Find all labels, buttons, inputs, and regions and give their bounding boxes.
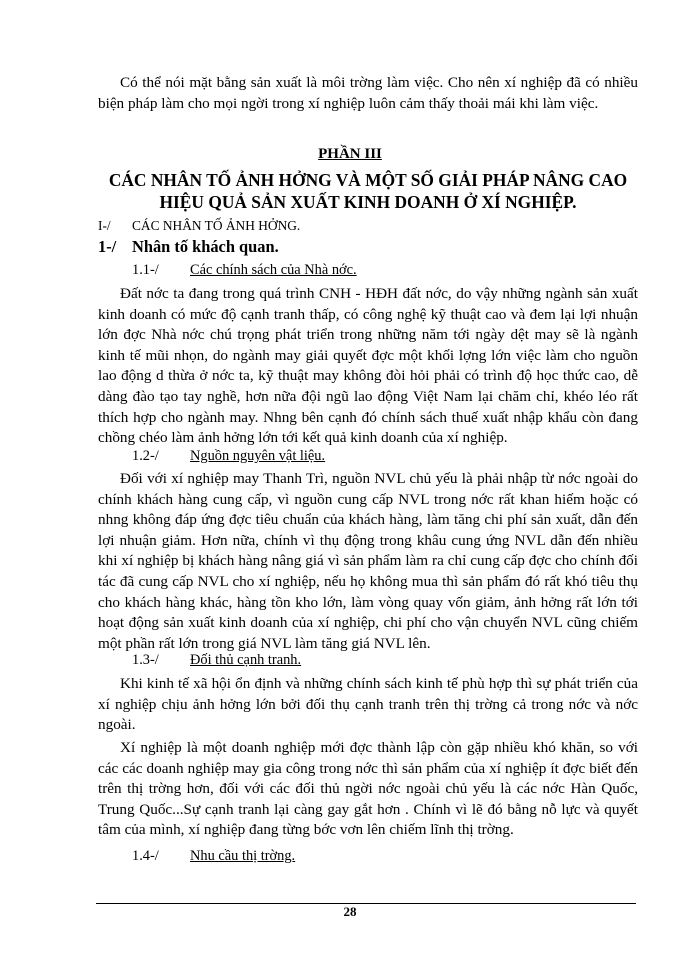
paragraph-materials: Đối với xí nghiệp may Thanh Trì, nguồn NVL chủ yếu là phải nhập từ nớc ngoài do chính khách hàng cung cấp, vì nguồn cung cấp NVL trong nớc rất khan hiếm hoặc có nhng không đáp ứng đợc tiêu chuẩn của khách hàng, làm tăng chi phí sản xuất, dẫn đến lợi nhuận giảm. Hơn nữa, chính vì thụ động trong khâu cung ứng NVL dẫn đến nhiều khi xí nghiệp bị khách hàng nâng giá vì sản phẩm làm ra chỉ cung cấp đợc cho chính đối tác đã cung cấp NVL cho xí nghiệp, nếu họ không mua thì sản phẩm đó rất khó tiêu thụ cho khách hàng khác, hàng tồn kho lớn, làm vòng quay vốn giảm, ảnh hởng rất lớn tới hoạt động sản xuất kinh doanh của xí nghiệp, chi phí cho vận chuyển NVL cũng chiếm một phần rất lớn trong giá NVL làm tăng giá NVL lên. — [98, 470, 638, 652]
subheading-number: 1.4-/ — [132, 848, 159, 864]
part-label: PHẦN III — [318, 146, 382, 162]
part-title: CÁC NHÂN TỐ ẢNH HỞNG VÀ MỘT SỐ GIẢI PHÁP NÂNG CAO HIỆU QUẢ SẢN XUẤT KINH DOANH Ở XÍ NGHIỆP. — [108, 170, 628, 212]
paragraph-competition-2: Xí nghiệp là một doanh nghiệp mới đợc thành lập còn gặp nhiều khó khăn, so với các các doanh nghiệp may gia công trong nớc thì sản phẩm của xí nghiệp ít đợc biết đến trên thị trờng hơn, đối với các đối thủ ngời nớc ngoài chủ yếu là các nớc Hàn Quốc, Trung Quốc...Sự cạnh tranh lại càng gay gắt hơn . Chính vì lẽ đó bằng nỗ lực và quyết tâm của mình, xí nghiệp đang từng bớc vơn lên chiếm lĩnh thị trờng. — [98, 739, 638, 839]
paragraph-competition-1: Khi kinh tế xã hội ổn định và những chính sách kinh tế phù hợp thì sự phát triển của xí nghiệp chịu ảnh hởng lớn bởi đối thụ cạnh tranh trên thị trờng cả trong nớc và nớc ngoài. — [98, 675, 638, 734]
section-number: I-/ — [98, 218, 111, 233]
subheading-number: 1.3-/ — [132, 652, 159, 668]
section-title: Nhân tố khách quan. — [132, 237, 279, 256]
subheading-title: Đối thủ cạnh tranh. — [190, 652, 302, 668]
subheading-number: 1.1-/ — [132, 262, 159, 278]
section-heading-1-1 — [98, 237, 279, 257]
subheading-title: Nhu cầu thị trờng. — [190, 848, 296, 864]
subheading-1-4 — [132, 848, 295, 865]
subheading-number: 1.2-/ — [132, 448, 159, 464]
subheading-1-2 — [132, 448, 325, 465]
subheading-1-1 — [132, 262, 357, 279]
subheading-title: Các chính sách của Nhà nớc. — [190, 262, 357, 278]
section-heading-1 — [98, 218, 300, 234]
subheading-title: Nguồn nguyên vật liệu. — [190, 448, 326, 464]
section-title: CÁC NHÂN TỐ ẢNH HỞNG. — [132, 218, 301, 233]
subheading-1-3 — [132, 652, 301, 669]
page-number: 28 — [343, 904, 357, 919]
paragraph-policies: Đất nớc ta đang trong quá trình CNH - HĐH đất nớc, do vậy những ngành sản xuất kinh doanh có mức độ cạnh tranh thấp, có công nghệ kỹ thuật cao và đem lại lợi nhuận lớn đợc Nhà nớc chú trọng phát triển trong những năm tới ngày dệt may sẽ là ngành kinh tế mũi nhọn, do ngành may giải quyết đợc một khối lợng lớn việc làm cho nguồn lao động d thừa ở nớc ta, kỹ thuật may không đòi hỏi phải có trình độ học thức cao, dễ dàng đào tạo tay nghề, hơn nữa đội ngũ lao động Việt Nam lại chăm chỉ, khéo léo rất thích hợp cho ngành may. Nhng bên cạnh đó chính sách thuế xuất nhập khẩu còn đang chồng chéo làm ảnh hởng lớn tới kết quả kinh doanh của xí nghiệp. — [98, 285, 638, 447]
section-number: 1-/ — [98, 237, 117, 256]
intro-paragraph: Có thể nói mặt bằng sản xuất là môi trờng làm việc. Cho nên xí nghiệp đã có nhiều biện pháp làm cho mọi ngời trong xí nghiệp luôn cảm thấy thoải mái khi làm việc. — [98, 74, 638, 112]
